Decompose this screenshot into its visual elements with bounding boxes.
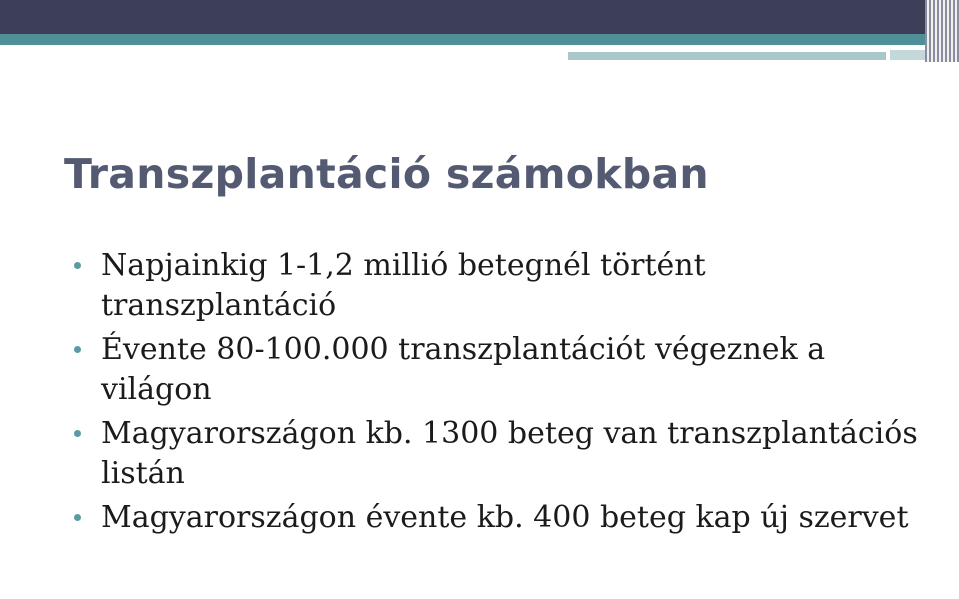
bullet-text: Magyarországon évente kb. 400 beteg kap új szervet bbox=[101, 500, 909, 535]
bullet-item bbox=[74, 498, 944, 538]
bullet-dot-icon bbox=[74, 262, 81, 269]
bullet-list bbox=[74, 246, 944, 542]
bullet-item bbox=[74, 330, 944, 410]
bullet-dot-icon bbox=[74, 514, 81, 521]
bullet-item bbox=[74, 414, 944, 494]
header-light-bar bbox=[568, 52, 886, 60]
slide-title: Transzplantáció számokban bbox=[64, 150, 709, 198]
header-dark-bar bbox=[0, 0, 959, 34]
header-light-bar-small bbox=[890, 50, 930, 60]
bullet-text: Napjainkig 1-1,2 millió betegnél történt transzplantáció bbox=[101, 248, 706, 323]
bullet-dot-icon bbox=[74, 346, 81, 353]
header-stripes-decoration bbox=[925, 0, 959, 62]
bullet-text: Évente 80-100.000 transzplantációt végeznek a világon bbox=[101, 332, 826, 407]
bullet-dot-icon bbox=[74, 430, 81, 437]
bullet-text: Magyarországon kb. 1300 beteg van transzplantációs listán bbox=[101, 416, 918, 491]
header-teal-bar bbox=[0, 34, 959, 45]
bullet-item bbox=[74, 246, 944, 326]
